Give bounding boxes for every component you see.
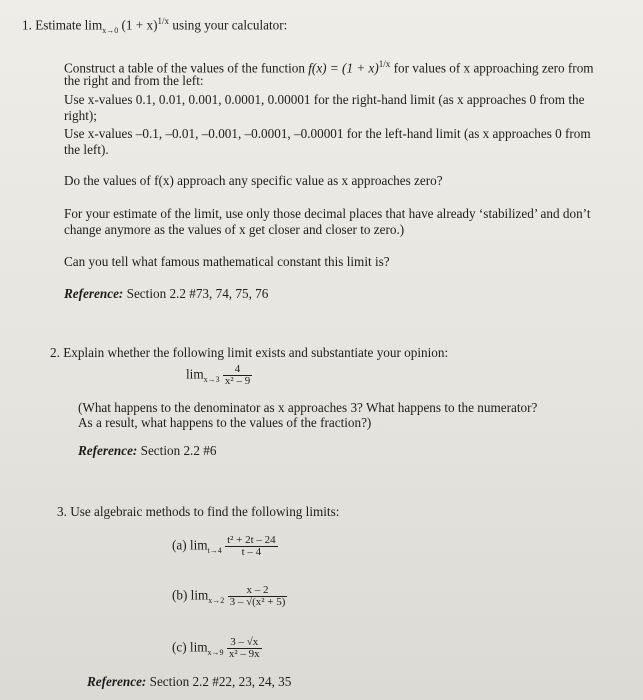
q1-line4: right); (64, 108, 97, 123)
q1-function: f(x) = (1 + x) (308, 60, 379, 76)
q1-line6: the left). (64, 142, 109, 157)
q1-reference (64, 286, 268, 302)
q2-limit (186, 364, 252, 388)
q3c-label: (c) lim (172, 639, 208, 655)
q3-part-c (172, 637, 262, 661)
q3b-denominator: 3 – √(x² + 5) (229, 596, 286, 608)
q3a-sub: t→4 (207, 546, 222, 556)
q3-part-a (172, 535, 278, 559)
q1-line2: the right and from the left: (64, 73, 204, 88)
q2-number: 2. (50, 345, 60, 360)
q1-exponent: 1/x (157, 16, 170, 26)
q1-line1b: for values of x approaching zero from (393, 60, 594, 76)
q2-reference (78, 443, 216, 459)
q3b-numerator: x – 2 (228, 585, 288, 597)
q2-fraction (223, 364, 252, 387)
q1-line1a: Construct a table of the values of the function (64, 60, 305, 76)
q1-expression: (1 + x) (121, 17, 158, 33)
q3a-numerator: t² + 2t – 24 (227, 534, 276, 546)
q3b-label: (b) lim (172, 587, 209, 603)
q1-number: 1. (22, 17, 32, 33)
q2-numerator: 4 (223, 364, 252, 376)
q1-reference-text: Section 2.2 #73, 74, 75, 76 (126, 286, 269, 301)
q1-heading (22, 13, 287, 39)
q2-line2: (What happens to the denominator as x approaches 3? What happens to the numerator? (78, 400, 538, 415)
q3-part-b (172, 585, 287, 609)
q1-line8: For your estimate of the limit, use only those decimal places that have already ‘stabilized’ and don’t (64, 206, 591, 221)
q1-line7: Do the values of f(x) approach any specific value as x approaches zero? (64, 173, 443, 188)
q3a-fraction (225, 535, 278, 558)
q2-denominator: x² – 9 (224, 375, 251, 387)
q2-reference-text: Section 2.2 #6 (140, 443, 217, 458)
q1-estimate: Estimate lim (35, 17, 103, 33)
q1-limit-sub: x→0 (102, 26, 119, 36)
q1-line3: Use x-values 0.1, 0.01, 0.001, 0.0001, 0.00001 for the right-hand limit (as x approaches 0 from the (64, 92, 585, 107)
q2-lim-sub: x→3 (203, 375, 220, 385)
q2-line3: As a result, what happens to the values of the fraction?) (78, 415, 372, 430)
q3c-sub: x→9 (207, 648, 224, 658)
q3c-denominator: x² – 9x (228, 648, 260, 660)
q3a-label: (a) lim (172, 537, 208, 553)
q3c-fraction (227, 637, 262, 660)
q3a-denominator: t – 4 (241, 546, 262, 558)
q3-number: 3. (57, 504, 67, 519)
q1-line9: change anymore as the values of x get closer and closer to zero.) (64, 222, 405, 237)
q3b-fraction (228, 585, 288, 608)
q3c-numerator: 3 – √x (227, 637, 262, 649)
q2-reference-label: Reference: (78, 443, 138, 458)
q3-line1: Use algebraic methods to find the following limits: (70, 504, 340, 519)
q1-line10: Can you tell what famous mathematical constant this limit is? (64, 254, 390, 269)
q1-function-exponent: 1/x (378, 59, 391, 69)
q3-reference-label: Reference: (87, 674, 147, 689)
q1-line5: Use x-values –0.1, –0.01, –0.001, –0.0001, –0.00001 for the left-hand limit (as x approaches 0 from (64, 126, 591, 141)
q3-reference-text: Section 2.2 #22, 23, 24, 35 (149, 674, 292, 689)
q3b-sub: x→2 (208, 596, 225, 606)
q3-heading (57, 504, 339, 520)
q2-line1: Explain whether the following limit exists and substantiate your opinion: (63, 345, 449, 360)
q2-lim: lim (186, 366, 204, 382)
q2-heading (50, 345, 448, 361)
q1-using: using your calculator: (172, 17, 288, 33)
q3-reference (87, 674, 291, 690)
q1-reference-label: Reference: (64, 286, 124, 301)
